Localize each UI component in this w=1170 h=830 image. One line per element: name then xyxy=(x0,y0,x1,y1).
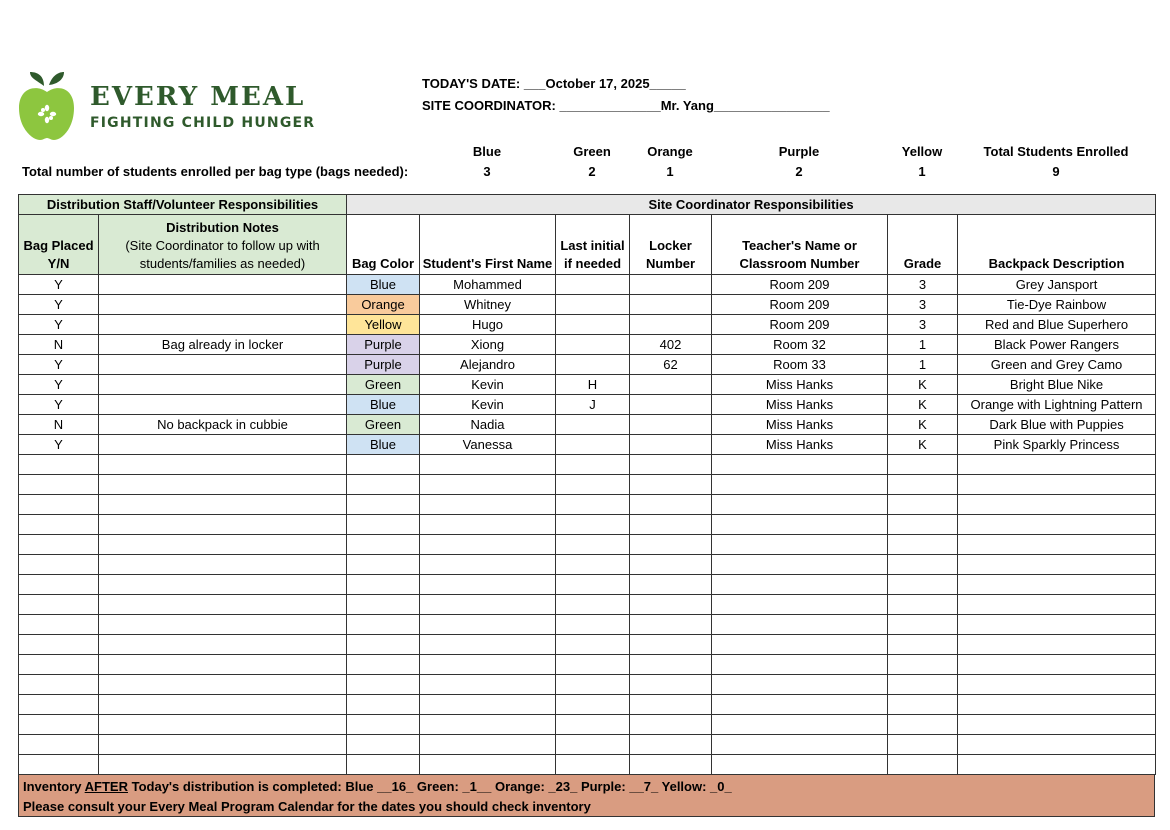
empty-cell[interactable] xyxy=(19,715,99,735)
empty-cell[interactable] xyxy=(712,695,888,715)
empty-cell[interactable] xyxy=(958,595,1156,615)
cell-grade[interactable]: K xyxy=(888,395,958,415)
empty-cell[interactable] xyxy=(347,675,420,695)
empty-table-row xyxy=(19,755,1156,775)
cell-backpack[interactable]: Red and Blue Superhero xyxy=(958,315,1156,335)
empty-cell[interactable] xyxy=(630,715,712,735)
empty-cell[interactable] xyxy=(630,555,712,575)
empty-cell[interactable] xyxy=(888,715,958,735)
cell-last-initial[interactable]: H xyxy=(556,375,630,395)
empty-cell[interactable] xyxy=(630,615,712,635)
empty-cell[interactable] xyxy=(958,695,1156,715)
empty-cell[interactable] xyxy=(630,735,712,755)
table-row xyxy=(19,355,1156,375)
table-row xyxy=(19,315,1156,335)
cell-locker[interactable] xyxy=(630,275,712,295)
empty-cell[interactable] xyxy=(958,735,1156,755)
empty-cell[interactable] xyxy=(99,575,347,595)
cell-backpack[interactable]: Grey Jansport xyxy=(958,275,1156,295)
cell-bag-color[interactable]: Blue xyxy=(347,395,420,415)
cell-notes[interactable] xyxy=(99,395,347,415)
empty-cell[interactable] xyxy=(420,455,556,475)
empty-cell[interactable] xyxy=(958,515,1156,535)
cell-bag-placed[interactable]: N xyxy=(19,335,99,355)
empty-table-row xyxy=(19,695,1156,715)
cell-last-initial[interactable] xyxy=(556,335,630,355)
empty-cell[interactable] xyxy=(556,595,630,615)
empty-cell[interactable] xyxy=(958,475,1156,495)
cell-first-name[interactable]: Nadia xyxy=(420,415,556,435)
table-row xyxy=(19,295,1156,315)
empty-cell[interactable] xyxy=(420,695,556,715)
cell-teacher[interactable]: Miss Hanks xyxy=(712,375,888,395)
empty-cell[interactable] xyxy=(556,535,630,555)
empty-cell[interactable] xyxy=(958,555,1156,575)
cell-backpack[interactable]: Pink Sparkly Princess xyxy=(958,435,1156,455)
header-first-name: Student's First Name xyxy=(420,215,556,275)
empty-cell[interactable] xyxy=(347,555,420,575)
summary-value-orange: 1 xyxy=(666,164,674,179)
inventory-counts: Today's distribution is completed: Blue __16_ Green: _1__ Orange: _23_ Purple: __7_ Yellow: _0_ xyxy=(128,779,732,794)
empty-cell[interactable] xyxy=(19,535,99,555)
cell-teacher[interactable]: Room 32 xyxy=(712,335,888,355)
brand-name: EVERY MEAL xyxy=(90,82,306,112)
table-row xyxy=(19,395,1156,415)
empty-cell[interactable] xyxy=(888,655,958,675)
empty-cell[interactable] xyxy=(347,715,420,735)
header-teacher: Teacher's Name or Classroom Number xyxy=(712,215,888,275)
cell-first-name[interactable]: Kevin xyxy=(420,395,556,415)
empty-cell[interactable] xyxy=(712,715,888,735)
empty-cell[interactable] xyxy=(420,575,556,595)
cell-locker[interactable]: 62 xyxy=(630,355,712,375)
empty-cell[interactable] xyxy=(19,475,99,495)
empty-cell[interactable] xyxy=(958,575,1156,595)
date-value: ___October 17, 2025_____ xyxy=(523,76,686,91)
empty-cell[interactable] xyxy=(99,555,347,575)
empty-cell[interactable] xyxy=(630,475,712,495)
empty-cell[interactable] xyxy=(712,475,888,495)
cell-grade[interactable]: 3 xyxy=(888,315,958,335)
empty-cell[interactable] xyxy=(19,555,99,575)
cell-first-name[interactable]: Xiong xyxy=(420,335,556,355)
empty-cell[interactable] xyxy=(19,695,99,715)
cell-bag-placed[interactable]: Y xyxy=(19,275,99,295)
empty-cell[interactable] xyxy=(958,675,1156,695)
cell-last-initial[interactable] xyxy=(556,435,630,455)
empty-cell[interactable] xyxy=(556,475,630,495)
empty-cell[interactable] xyxy=(420,595,556,615)
cell-locker[interactable] xyxy=(630,435,712,455)
cell-first-name[interactable]: Kevin xyxy=(420,375,556,395)
cell-bag-placed[interactable]: Y xyxy=(19,435,99,455)
empty-cell[interactable] xyxy=(347,455,420,475)
empty-cell[interactable] xyxy=(556,755,630,775)
cell-locker[interactable] xyxy=(630,395,712,415)
empty-cell[interactable] xyxy=(99,715,347,735)
summary-value-total: 9 xyxy=(1052,164,1060,179)
summary-head-green: Green xyxy=(573,144,611,159)
empty-cell[interactable] xyxy=(19,675,99,695)
cell-grade[interactable]: K xyxy=(888,435,958,455)
empty-table-row xyxy=(19,495,1156,515)
empty-cell[interactable] xyxy=(556,555,630,575)
empty-cell[interactable] xyxy=(712,655,888,675)
header-last-initial: Last initial if needed xyxy=(556,215,630,275)
cell-last-initial[interactable] xyxy=(556,275,630,295)
cell-backpack[interactable]: Tie-Dye Rainbow xyxy=(958,295,1156,315)
header-grade: Grade xyxy=(888,215,958,275)
cell-grade[interactable]: 1 xyxy=(888,335,958,355)
empty-cell[interactable] xyxy=(347,535,420,555)
empty-cell[interactable] xyxy=(556,575,630,595)
empty-cell[interactable] xyxy=(420,475,556,495)
empty-cell[interactable] xyxy=(888,495,958,515)
notes-title: Distribution Notes xyxy=(166,220,279,235)
cell-last-initial[interactable] xyxy=(556,295,630,315)
empty-table-row xyxy=(19,575,1156,595)
empty-cell[interactable] xyxy=(958,635,1156,655)
empty-cell[interactable] xyxy=(888,535,958,555)
section-staff-responsibilities: Distribution Staff/Volunteer Responsibilities xyxy=(19,195,347,215)
cell-bag-color[interactable]: Orange xyxy=(347,295,420,315)
empty-cell[interactable] xyxy=(630,495,712,515)
empty-cell[interactable] xyxy=(347,575,420,595)
cell-bag-placed[interactable]: Y xyxy=(19,395,99,415)
empty-cell[interactable] xyxy=(712,635,888,655)
cell-notes[interactable] xyxy=(99,315,347,335)
empty-cell[interactable] xyxy=(99,635,347,655)
empty-table-row xyxy=(19,515,1156,535)
empty-cell[interactable] xyxy=(19,755,99,775)
summary-value-blue: 3 xyxy=(483,164,491,179)
section-coordinator-responsibilities: Site Coordinator Responsibilities xyxy=(347,195,1156,215)
empty-cell[interactable] xyxy=(19,455,99,475)
empty-cell[interactable] xyxy=(99,615,347,635)
empty-table-row xyxy=(19,635,1156,655)
header-bag-placed: Bag Placed Y/N xyxy=(19,215,99,275)
empty-cell[interactable] xyxy=(99,755,347,775)
empty-cell[interactable] xyxy=(347,475,420,495)
empty-cell[interactable] xyxy=(99,495,347,515)
empty-table-row xyxy=(19,555,1156,575)
cell-grade[interactable]: 3 xyxy=(888,295,958,315)
empty-cell[interactable] xyxy=(420,615,556,635)
cell-grade[interactable]: 1 xyxy=(888,355,958,375)
empty-cell[interactable] xyxy=(556,515,630,535)
table-row xyxy=(19,375,1156,395)
empty-cell[interactable] xyxy=(347,655,420,675)
summary-head-yellow: Yellow xyxy=(901,144,943,159)
cell-bag-color[interactable]: Blue xyxy=(347,275,420,295)
empty-cell[interactable] xyxy=(420,555,556,575)
empty-cell[interactable] xyxy=(556,655,630,675)
cell-bag-color[interactable]: Blue xyxy=(347,435,420,455)
cell-bag-color[interactable]: Purple xyxy=(347,335,420,355)
cell-teacher[interactable]: Room 209 xyxy=(712,295,888,315)
cell-teacher[interactable]: Room 209 xyxy=(712,275,888,295)
empty-cell[interactable] xyxy=(630,655,712,675)
empty-cell[interactable] xyxy=(19,575,99,595)
empty-cell[interactable] xyxy=(888,475,958,495)
coordinator-label: SITE COORDINATOR: xyxy=(422,98,560,113)
empty-cell[interactable] xyxy=(420,735,556,755)
empty-cell[interactable] xyxy=(420,515,556,535)
summary-head-purple: Purple xyxy=(778,144,820,159)
cell-teacher[interactable]: Miss Hanks xyxy=(712,415,888,435)
empty-cell[interactable] xyxy=(99,535,347,555)
table-row xyxy=(19,415,1156,435)
empty-cell[interactable] xyxy=(19,595,99,615)
empty-cell[interactable] xyxy=(420,715,556,735)
cell-backpack[interactable]: Dark Blue with Puppies xyxy=(958,415,1156,435)
empty-cell[interactable] xyxy=(347,515,420,535)
empty-cell[interactable] xyxy=(19,655,99,675)
cell-last-initial[interactable] xyxy=(556,415,630,435)
empty-cell[interactable] xyxy=(888,615,958,635)
cell-locker[interactable] xyxy=(630,295,712,315)
bags-needed-label: Total number of students enrolled per bag type (bags needed): xyxy=(22,164,409,179)
empty-cell[interactable] xyxy=(958,495,1156,515)
site-coordinator-line xyxy=(422,98,830,113)
empty-cell[interactable] xyxy=(556,615,630,635)
empty-cell[interactable] xyxy=(630,575,712,595)
empty-cell[interactable] xyxy=(347,495,420,515)
summary-value-green: 2 xyxy=(588,164,596,179)
empty-cell[interactable] xyxy=(712,675,888,695)
cell-locker[interactable] xyxy=(630,375,712,395)
empty-cell[interactable] xyxy=(347,615,420,635)
empty-table-row xyxy=(19,655,1156,675)
distribution-table xyxy=(18,194,1156,775)
cell-locker[interactable]: 402 xyxy=(630,335,712,355)
cell-backpack[interactable]: Bright Blue Nike xyxy=(958,375,1156,395)
table-row xyxy=(19,435,1156,455)
empty-cell[interactable] xyxy=(420,675,556,695)
cell-notes[interactable]: Bag already in locker xyxy=(99,335,347,355)
empty-cell[interactable] xyxy=(888,695,958,715)
empty-cell[interactable] xyxy=(19,495,99,515)
empty-cell[interactable] xyxy=(712,595,888,615)
empty-cell[interactable] xyxy=(888,675,958,695)
empty-cell[interactable] xyxy=(958,455,1156,475)
empty-cell[interactable] xyxy=(712,455,888,475)
empty-cell[interactable] xyxy=(958,615,1156,635)
empty-cell[interactable] xyxy=(19,515,99,535)
empty-cell[interactable] xyxy=(420,655,556,675)
cell-notes[interactable] xyxy=(99,435,347,455)
empty-cell[interactable] xyxy=(712,735,888,755)
date-label: TODAY'S DATE: xyxy=(422,76,524,91)
cell-last-initial[interactable] xyxy=(556,355,630,375)
brand-tagline: FIGHTING CHILD HUNGER xyxy=(90,115,316,131)
cell-notes[interactable] xyxy=(99,275,347,295)
empty-cell[interactable] xyxy=(99,735,347,755)
empty-table-row xyxy=(19,715,1156,735)
empty-cell[interactable] xyxy=(888,455,958,475)
empty-table-row xyxy=(19,595,1156,615)
empty-cell[interactable] xyxy=(420,535,556,555)
todays-date-line xyxy=(422,76,686,91)
empty-cell[interactable] xyxy=(712,755,888,775)
empty-cell[interactable] xyxy=(712,575,888,595)
inventory-line xyxy=(23,777,1150,797)
header-backpack-description: Backpack Description xyxy=(958,215,1156,275)
empty-cell[interactable] xyxy=(99,595,347,615)
cell-first-name[interactable]: Alejandro xyxy=(420,355,556,375)
summary-value-purple: 2 xyxy=(795,164,803,179)
empty-table-row xyxy=(19,475,1156,495)
empty-cell[interactable] xyxy=(630,595,712,615)
coordinator-value: ______________Mr. Yang________________ xyxy=(559,98,830,113)
cell-backpack[interactable]: Black Power Rangers xyxy=(958,335,1156,355)
empty-cell[interactable] xyxy=(888,595,958,615)
cell-first-name[interactable]: Vanessa xyxy=(420,435,556,455)
cell-notes[interactable] xyxy=(99,295,347,315)
header-distribution-notes xyxy=(99,215,347,275)
empty-cell[interactable] xyxy=(888,575,958,595)
empty-table-row xyxy=(19,615,1156,635)
empty-cell[interactable] xyxy=(99,515,347,535)
empty-cell[interactable] xyxy=(99,475,347,495)
cell-teacher[interactable]: Miss Hanks xyxy=(712,395,888,415)
empty-cell[interactable] xyxy=(958,535,1156,555)
cell-bag-color[interactable]: Green xyxy=(347,415,420,435)
empty-cell[interactable] xyxy=(556,715,630,735)
empty-cell[interactable] xyxy=(630,635,712,655)
empty-cell[interactable] xyxy=(347,695,420,715)
empty-cell[interactable] xyxy=(99,655,347,675)
empty-cell[interactable] xyxy=(556,455,630,475)
empty-cell[interactable] xyxy=(630,515,712,535)
empty-table-row xyxy=(19,535,1156,555)
cell-first-name[interactable]: Mohammed xyxy=(420,275,556,295)
summary-head-total: Total Students Enrolled xyxy=(983,144,1129,159)
cell-notes[interactable] xyxy=(99,375,347,395)
empty-cell[interactable] xyxy=(99,675,347,695)
empty-cell[interactable] xyxy=(888,735,958,755)
empty-cell[interactable] xyxy=(347,635,420,655)
cell-bag-color[interactable]: Yellow xyxy=(347,315,420,335)
cell-last-initial[interactable]: J xyxy=(556,395,630,415)
cell-teacher[interactable]: Room 33 xyxy=(712,355,888,375)
empty-cell[interactable] xyxy=(347,735,420,755)
header-bag-color: Bag Color xyxy=(347,215,420,275)
empty-cell[interactable] xyxy=(19,735,99,755)
cell-first-name[interactable]: Hugo xyxy=(420,315,556,335)
empty-cell[interactable] xyxy=(712,495,888,515)
cell-backpack[interactable]: Green and Grey Camo xyxy=(958,355,1156,375)
calendar-note: Please consult your Every Meal Program Calendar for the dates you should check inventory xyxy=(23,799,591,814)
empty-cell[interactable] xyxy=(420,495,556,515)
empty-cell[interactable] xyxy=(712,535,888,555)
empty-cell[interactable] xyxy=(888,555,958,575)
summary-head-orange: Orange xyxy=(647,144,693,159)
cell-bag-placed[interactable]: Y xyxy=(19,355,99,375)
empty-cell[interactable] xyxy=(630,455,712,475)
cell-grade[interactable]: 3 xyxy=(888,275,958,295)
empty-cell[interactable] xyxy=(19,635,99,655)
cell-grade[interactable]: K xyxy=(888,375,958,395)
empty-cell[interactable] xyxy=(888,755,958,775)
empty-cell[interactable] xyxy=(19,615,99,635)
empty-cell[interactable] xyxy=(420,755,556,775)
empty-cell[interactable] xyxy=(958,755,1156,775)
empty-cell[interactable] xyxy=(630,695,712,715)
cell-last-initial[interactable] xyxy=(556,315,630,335)
empty-cell[interactable] xyxy=(347,755,420,775)
empty-cell[interactable] xyxy=(712,615,888,635)
empty-cell[interactable] xyxy=(958,655,1156,675)
cell-bag-placed[interactable]: Y xyxy=(19,295,99,315)
cell-bag-placed[interactable]: Y xyxy=(19,375,99,395)
empty-cell[interactable] xyxy=(556,695,630,715)
cell-bag-color[interactable]: Green xyxy=(347,375,420,395)
inventory-prefix: Inventory xyxy=(23,779,85,794)
apple-icon xyxy=(18,70,78,142)
cell-bag-placed[interactable]: N xyxy=(19,415,99,435)
empty-table-row xyxy=(19,455,1156,475)
cell-notes[interactable]: No backpack in cubbie xyxy=(99,415,347,435)
empty-cell[interactable] xyxy=(630,535,712,555)
cell-teacher[interactable]: Miss Hanks xyxy=(712,435,888,455)
empty-cell[interactable] xyxy=(630,755,712,775)
cell-locker[interactable] xyxy=(630,315,712,335)
empty-cell[interactable] xyxy=(556,675,630,695)
table-row xyxy=(19,275,1156,295)
empty-cell[interactable] xyxy=(556,495,630,515)
cell-notes[interactable] xyxy=(99,355,347,375)
cell-bag-color[interactable]: Purple xyxy=(347,355,420,375)
notes-subtitle: (Site Coordinator to follow up with students/families as needed) xyxy=(125,238,320,271)
empty-cell[interactable] xyxy=(99,695,347,715)
cell-first-name[interactable]: Whitney xyxy=(420,295,556,315)
empty-table-row xyxy=(19,675,1156,695)
summary-head-blue: Blue xyxy=(472,144,502,159)
empty-cell[interactable] xyxy=(347,595,420,615)
header-locker-number: Locker Number xyxy=(630,215,712,275)
every-meal-logo xyxy=(18,70,358,145)
empty-cell[interactable] xyxy=(888,515,958,535)
empty-cell[interactable] xyxy=(958,715,1156,735)
empty-cell[interactable] xyxy=(420,635,556,655)
empty-cell[interactable] xyxy=(556,735,630,755)
empty-cell[interactable] xyxy=(888,635,958,655)
empty-cell[interactable] xyxy=(712,555,888,575)
cell-backpack[interactable]: Orange with Lightning Pattern xyxy=(958,395,1156,415)
empty-table-row xyxy=(19,735,1156,755)
inventory-footer xyxy=(18,775,1155,817)
empty-cell[interactable] xyxy=(630,675,712,695)
cell-bag-placed[interactable]: Y xyxy=(19,315,99,335)
cell-grade[interactable]: K xyxy=(888,415,958,435)
summary-value-yellow: 1 xyxy=(918,164,926,179)
empty-cell[interactable] xyxy=(99,455,347,475)
table-row xyxy=(19,335,1156,355)
cell-teacher[interactable]: Room 209 xyxy=(712,315,888,335)
empty-cell[interactable] xyxy=(712,515,888,535)
empty-cell[interactable] xyxy=(556,635,630,655)
cell-locker[interactable] xyxy=(630,415,712,435)
inventory-after: AFTER xyxy=(84,779,128,794)
